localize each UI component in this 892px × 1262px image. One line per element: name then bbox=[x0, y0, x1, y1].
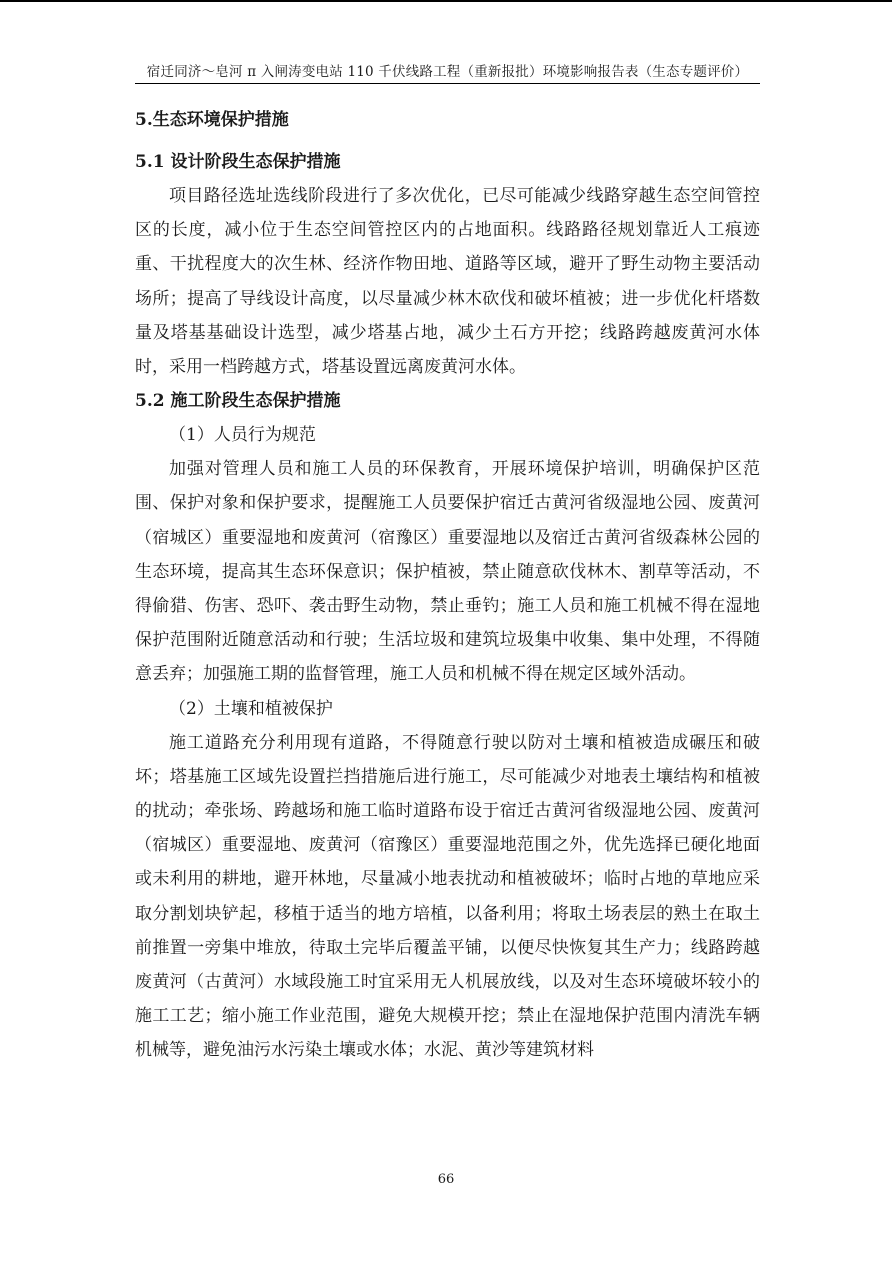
running-header: 宿迁同济～皂河 π 入闸涛变电站 110 千伏线路工程（重新报批）环境影响报告表（生态专题评价） bbox=[146, 64, 749, 80]
document-body bbox=[135, 103, 760, 1068]
soil-vegetation-paragraph: 施工道路充分利用现有道路，不得随意行驶以防对土壤和植被造成碾压和破坏；塔基施工区域先设置拦挡措施后进行施工，尽可能减少对地表土壤结构和植被的扰动；牵张场、跨越场和施工临时道路布设于宿迁古黄河省级湿地公园、废黄河（宿城区）重要湿地、废黄河（宿豫区）重要湿地范围之外，优先选择已硬化地面或未利用的耕地，避开林地，尽量减小地表扰动和植被破坏；临时占地的草地应采取分割划块铲起，移植于适当的地方培植，以备利用；将取土场表层的熟土在取土前推置一旁集中堆放，待取土完毕后覆盖平铺，以便尽快恢复其生产力；线路跨越废黄河（古黄河）水域段施工时宜采用无人机展放线，以及对生态环境破坏较小的施工工艺；缩小施工作业范围，避免大规模开挖；禁止在湿地保护范围内清洗车辆机械等，避免油污水污染土壤或水体；水泥、黄沙等建筑材料 bbox=[135, 732, 760, 1061]
item-heading-personnel: （1）人员行为规范 bbox=[169, 425, 316, 446]
personnel-paragraph: 加强对管理人员和施工人员的环保教育，开展环境保护培训，明确保护区范围、保护对象和保护要求，提醒施工人员要保护宿迁古黄河省级湿地公园、废黄河（宿城区）重要湿地和废黄河（宿豫区）重要湿地以及宿迁古黄河省级森林公园的生态环境，提高其生态环保意识；保护植被，禁止随意砍伐林木、割草等活动，不得偷猎、伤害、恐吓、袭击野生动物，禁止垂钓；施工人员和施工机械不得在湿地保护范围附近随意活动和行驶；生活垃圾和建筑垃圾集中收集、集中处理，不得随意丢弃；加强施工期的监督管理，施工人员和机械不得在规定区域外活动。 bbox=[135, 459, 760, 685]
subsection-heading-construction: 5.2 施工阶段生态保护措施 bbox=[135, 391, 341, 412]
section-heading: 5.生态环境保护措施 bbox=[135, 110, 289, 130]
header-divider bbox=[135, 83, 760, 84]
design-measures-paragraph: 项目路径选址选线阶段进行了多次优化，已尽可能减少线路穿越生态空间管控区的长度，减小位于生态空间管控区内的占地面积。线路路径规划靠近人工痕迹重、干扰程度大的次生林、经济作物田地、道路等区域，避开了野生动物主要活动场所；提高了导线设计高度，以尽量减少林木砍伐和破坏植被；进一步优化杆塔数量及塔基基础设计选型，减少塔基占地，减少土石方开挖；线路跨越废黄河水体时，采用一档跨越方式，塔基设置远离废黄河水体。 bbox=[135, 186, 760, 378]
page-number: 66 bbox=[437, 1172, 455, 1187]
subsection-heading-design: 5.1 设计阶段生态保护措施 bbox=[135, 152, 341, 172]
item-heading-soil-vegetation: （2）土壤和植被保护 bbox=[169, 698, 333, 719]
page-top-border bbox=[0, 0, 892, 2]
